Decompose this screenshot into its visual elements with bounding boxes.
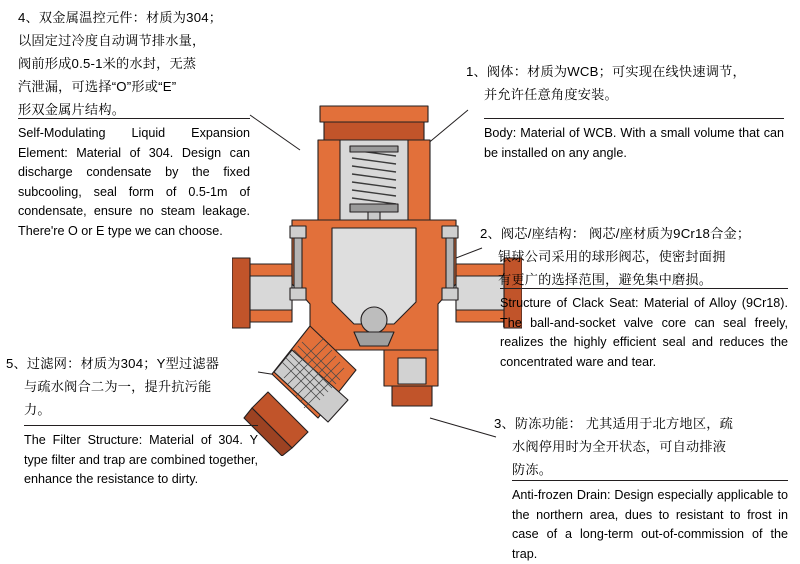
callout-4-cn-line-3: 阀前形成0.5-1米的水封，无蒸 [18,56,197,71]
callout-4-cn-line-4: 汽泄漏，可选择“O”形或“E” [18,79,177,94]
callout-4-chinese [18,6,248,121]
callout-5-english [24,425,258,490]
callout-2-cn-line-2: 银球公司采用的球形阀芯，使密封面拥 [498,249,726,264]
valve-cutaway-illustration [232,88,522,456]
callout-3-english [512,480,788,564]
callout-1-english [484,118,784,163]
element-bottom-plate [350,204,398,212]
callout-1-chinese [466,60,786,106]
callout-5-en-text: The Filter Structure: Material of 304. Y type filter and trap are combined together, enhance the resistance to dirty. [24,433,258,486]
callout-3-en-text: Anti-frozen Drain: Design especially applicable to the northern area, dues to resistant to frost in case of a long-term out-of-commission of the trap. [512,488,788,561]
callout-2-en-text: Structure of Clack Seat: Material of Alloy (9Cr18). The ball-and-socket valve core can seal freely, realizes the highly efficient seal and reduces the concentrated ware and tear. [500,296,788,369]
drain-bore [398,358,426,384]
element-top-plate [350,146,398,152]
callout-1-en-text: Body: Material of WCB. With a small volume that can be installed on any angle. [484,126,784,160]
callout-2-english [500,288,788,372]
callout-2-cn-line-1: 2、阀芯/座结构： 阀芯/座材质为9Cr18合金； [480,226,751,241]
bonnet-collar [324,122,424,140]
callout-1-cn-line-1: 1、阀体：材质为WCB；可实现在线快速调节， [466,64,746,79]
seat-ring [354,332,394,346]
callout-1-cn-line-2: 并允许任意角度安装。 [484,87,618,102]
callout-4-english [18,118,250,241]
callout-4-cn-line-1: 4、双金属温控元件：材质为304； [18,10,223,25]
callout-3-cn-line-2: 水阀停用时为全开状态，可自动排液 [512,439,727,454]
inlet-flange [232,258,250,328]
callout-5-cn-line-2: 与疏水阀合二为一，提升抗污能 [24,379,212,394]
callout-5-chinese [6,352,256,421]
bonnet-cap [320,106,428,122]
callout-3-cn-line-1: 3、防冻功能： 尤其适用于北方地区，疏 [494,416,733,431]
callout-5-cn-line-3: 力。 [24,402,51,417]
callout-4-en-text: Self-Modulating Liquid Expansion Element: Material of 304. Design can discharge condensate by the fixed subcooling, seal form of 0.5-1m of condensate, ensure no steam leakage. There're O or E type we can choose. [18,126,250,238]
drain-cap [392,386,432,406]
callout-4-cn-line-2: 以固定过冷度自动调节排水量， [18,33,206,48]
inlet-bore [250,276,292,310]
callout-2-cn-line-3: 有更广的选择范围，避免集中磨损。 [498,272,713,287]
clack-ball-seat [361,307,387,333]
callout-2-chinese [480,222,796,291]
callout-3-chinese [494,412,794,481]
callout-3-cn-line-3: 防冻。 [512,462,553,477]
callout-5-cn-line-1: 5、过滤网：材质为304；Y型过滤器 [6,356,220,371]
callout-4-cn-line-5: 形双金属片结构。 [18,102,126,117]
